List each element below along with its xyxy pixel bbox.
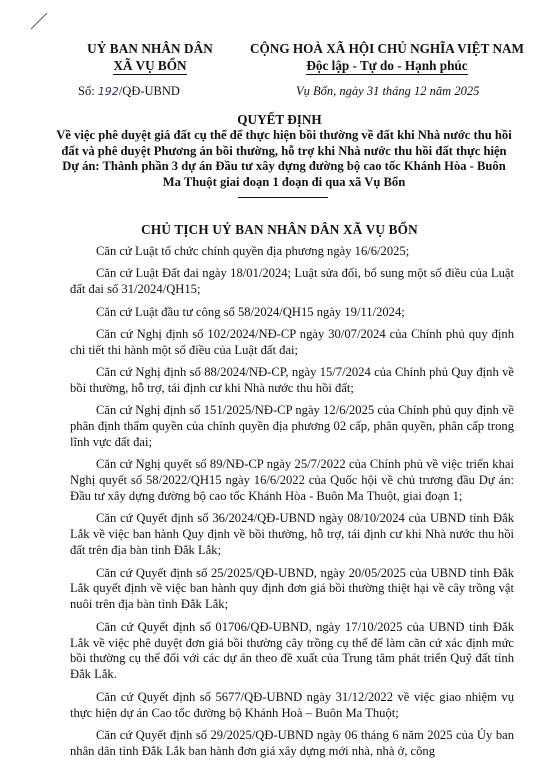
place-date: Vụ Bổn, ngày 31 tháng 12 năm 2025 bbox=[296, 84, 480, 98]
document-subtitle: Về việc phê duyệt giá đất cụ thể để thực hiện bồi thường về đất khi Nhà nước thu hồi đất và phê duyệt Phương án bồi thường, hỗ trợ khi Nhà nước thu hồi đất thực hiện Dự án: Thành phần 3 dự án Đầu tư xây dựng đường bộ cao tốc Khánh Hòa - Buôn Ma Thuột giai đoạn 1 đoạn đi qua xã Vụ Bổn bbox=[56, 128, 512, 189]
national-title: CỘNG HOÀ XÃ HỘI CHỦ NGHĨA VIỆT NAM bbox=[250, 41, 524, 56]
paragraph: Căn cứ Luật Đất đai ngày 18/01/2024; Luật sửa đổi, bổ sung một số điều của Luật đất đai số 31/2024/QH15; bbox=[70, 266, 514, 297]
document-title: QUYẾT ĐỊNH bbox=[237, 112, 322, 127]
document-body bbox=[70, 244, 514, 766]
paragraph: Căn cứ Quyết định số 01706/QĐ-UBND, ngày 17/10/2025 của UBND tỉnh Đắk Lắk về việc phê duyệt đơn giá bồi thường cây trồng cụ thể để làm căn cứ xác định mức bồi thường cụ thể đối với các dự án theo đề xuất của Trung tâm phát triển Quỹ đất tỉnh Đắk Lắk. bbox=[70, 619, 514, 682]
issuing-authority-name: UỶ BAN NHÂN DÂN bbox=[87, 41, 213, 56]
paragraph: Căn cứ Quyết định số 29/2025/QĐ-UBND ngày 06 tháng 6 năm 2025 của Ủy ban nhân dân tỉnh Đắk Lắk ban hành đơn giá xây dựng mới nhà, nhà ở, công bbox=[70, 727, 514, 758]
paragraph: Căn cứ Nghị quyết số 89/NĐ-CP ngày 25/7/2022 của Chính phủ về việc triển khai Nghị quyết số 58/2022/QH15 ngày 16/6/2022 của Quốc hội về chủ trương đầu Dự án: Đầu tư xây dựng đường bộ cao tốc Khánh Hòa - Buôn Ma Thuột, giai đoạn 1; bbox=[70, 457, 514, 504]
national-motto: Độc lập - Tự do - Hạnh phúc bbox=[306, 58, 468, 73]
paragraph: Căn cứ Quyết định số 5677/QĐ-UBND ngày 31/12/2022 về việc giao nhiệm vụ thực hiện dự án Cao tốc đường bộ Khánh Hoà – Buôn Ma Thuột; bbox=[70, 689, 514, 720]
document-number bbox=[78, 84, 180, 99]
national-header-block bbox=[232, 40, 542, 74]
authority-heading: CHỦ TỊCH UỶ BAN NHÂN DÂN XÃ VỤ BỔN bbox=[141, 222, 418, 237]
issuing-authority-block bbox=[60, 40, 240, 74]
paragraph: Căn cứ Quyết định số 36/2024/QĐ-UBND ngày 08/10/2024 của UBND tỉnh Đắk Lắk về việc ban hành Quy định về bồi thường, hỗ trợ, tái định cư khi Nhà nước thu hồi đất trên địa bàn tỉnh Đắk Lắk; bbox=[70, 511, 514, 558]
pen-mark-icon bbox=[28, 10, 50, 32]
issuing-authority-commune: XÃ VỤ BỔN bbox=[113, 58, 187, 73]
paragraph: Căn cứ Luật đầu tư công số 58/2024/QH15 ngày 19/11/2024; bbox=[96, 304, 405, 319]
paragraph: Căn cứ Nghị định số 151/2025/NĐ-CP ngày 12/6/2025 của Chính phủ quy định về phân định thẩm quyền của chính quyền địa phương 02 cấp, phân quyền, phân cấp trong lĩnh vực đất đai; bbox=[70, 403, 514, 450]
subtitle-divider bbox=[238, 197, 328, 198]
doc-no-prefix: Số: bbox=[78, 84, 95, 98]
paragraph: Căn cứ Luật tổ chức chính quyền địa phương ngày 16/6/2025; bbox=[96, 244, 410, 258]
doc-no-handwritten: 192 bbox=[97, 85, 119, 98]
paragraph: Căn cứ Nghị định số 88/2024/NĐ-CP, ngày 15/7/2024 của Chính phủ Quy định về bồi thường, hỗ trợ, tái định cư khi Nhà nước thu hồi đất; bbox=[70, 365, 514, 395]
doc-no-suffix: /QĐ-UBND bbox=[118, 84, 180, 98]
paragraph: Căn cứ Quyết định số 25/2025/QĐ-UBND, ngày 20/05/2025 của UBND tỉnh Đắk Lắk quyết định về việc ban hành quy định đơn giá bồi thường thiệt hại về cây trồng vật nuôi trên địa bàn tỉnh Đắk Lắk; bbox=[70, 565, 514, 612]
paragraph: Căn cứ Nghị định số 102/2024/NĐ-CP ngày 30/07/2024 của Chính phủ quy định chi tiết thi hành một số điều của Luật đất đai; bbox=[70, 326, 514, 357]
